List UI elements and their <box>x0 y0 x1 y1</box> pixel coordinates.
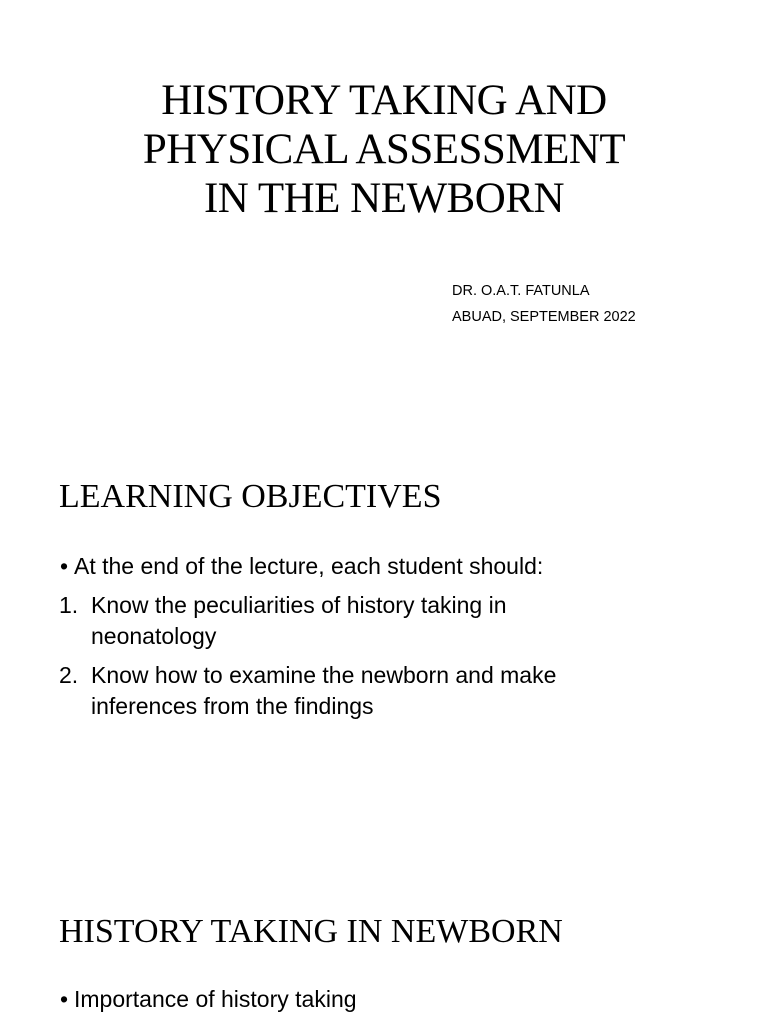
history-bullet-1 <box>59 984 699 1015</box>
objectives-slide <box>0 420 768 860</box>
history-heading: HISTORY TAKING IN NEWBORN <box>59 913 563 950</box>
title-slide <box>0 0 768 420</box>
objectives-heading: LEARNING OBJECTIVES <box>59 478 442 515</box>
objectives-list <box>59 551 699 730</box>
history-bullet-1-text: Importance of history taking <box>74 986 357 1012</box>
objective-2-line-1: Know how to examine the newborn and make <box>91 662 557 688</box>
objective-item-2 <box>59 660 699 722</box>
objective-number-1: 1. <box>59 592 79 618</box>
history-slide <box>0 860 768 1024</box>
presentation-title <box>60 76 708 223</box>
objective-1-line-1: Know the peculiarities of history taking in <box>91 592 507 618</box>
history-list <box>59 984 699 1023</box>
objective-number-2: 2. <box>59 662 79 688</box>
objective-1-line-2: neonatology <box>91 623 217 649</box>
intro-bullet-text: At the end of the lecture, each student should: <box>74 553 544 579</box>
objective-2-line-2: inferences from the findings <box>91 693 374 719</box>
bullet-dot-icon: • <box>60 986 69 1012</box>
venue-date: ABUAD, SEPTEMBER 2022 <box>452 309 636 325</box>
objective-item-1 <box>59 590 699 652</box>
bullet-dot-icon: • <box>60 553 69 579</box>
title-line-3: IN THE NEWBORN <box>203 175 565 222</box>
title-line-1: HISTORY TAKING AND <box>161 77 607 124</box>
author-name: DR. O.A.T. FATUNLA <box>452 283 590 299</box>
presentation-subtitle <box>452 278 636 330</box>
title-line-2: PHYSICAL ASSESSMENT <box>142 126 626 173</box>
intro-bullet <box>59 551 699 582</box>
